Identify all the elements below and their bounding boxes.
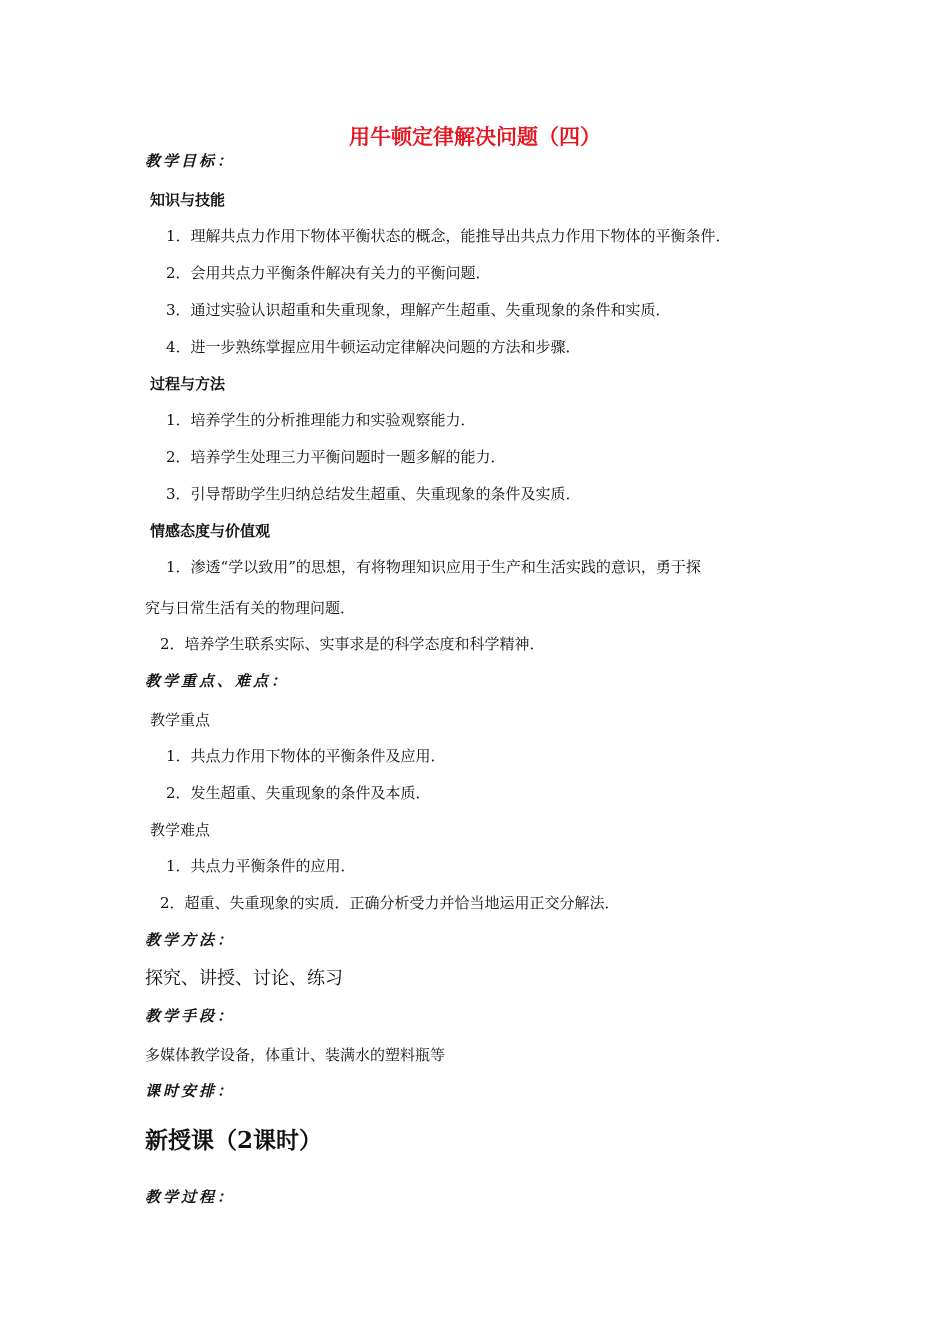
list-item: 2．培养学生处理三力平衡问题时一题多解的能力． [166, 448, 506, 466]
means-text: 多媒体教学设备，体重计、装满水的塑料瓶等 [145, 1046, 446, 1064]
section-heading-process: 教学过程： [145, 1188, 236, 1206]
subheading-emotion: 情感态度与价值观 [150, 522, 271, 540]
section-heading-schedule: 课时安排： [145, 1082, 236, 1100]
schedule-text: 新授课（2课时） [145, 1127, 323, 1154]
list-item: 4．进一步熟练掌握应用牛顿运动定律解决问题的方法和步骤． [166, 338, 581, 356]
list-item: 3．引导帮助学生归纳总结发生超重、失重现象的条件及实质． [166, 485, 581, 503]
subheading-focus: 教学重点 [150, 711, 211, 729]
list-item: 1．共点力作用下物体的平衡条件及应用． [166, 747, 446, 765]
list-item: 1．共点力平衡条件的应用． [166, 857, 356, 875]
document-title: 用牛顿定律解决问题（四） [349, 125, 601, 149]
list-item: 1．培养学生的分析推理能力和实验观察能力． [166, 411, 476, 429]
section-heading-means: 教学手段： [145, 1007, 236, 1025]
subheading-process: 过程与方法 [150, 375, 226, 393]
list-item: 2．超重、失重现象的实质．正确分析受力并恰当地运用正交分解法． [160, 894, 620, 912]
section-heading-objectives: 教学目标： [145, 152, 236, 170]
subheading-difficulty: 教学难点 [150, 821, 211, 839]
section-heading-keypoints: 教学重点、难点： [145, 672, 290, 690]
list-item: 1．渗透“学以致用”的思想，有将物理知识应用于生产和生活实践的意识，勇于探 [166, 558, 701, 576]
list-item: 2．培养学生联系实际、实事求是的科学态度和科学精神． [160, 635, 545, 653]
subheading-knowledge: 知识与技能 [150, 191, 226, 209]
methods-text: 探究、讲授、讨论、练习 [145, 968, 343, 989]
list-item: 2．发生超重、失重现象的条件及本质． [166, 784, 431, 802]
list-item: 3．通过实验认识超重和失重现象，理解产生超重、失重现象的条件和实质． [166, 301, 671, 319]
list-item: 1．理解共点力作用下物体平衡状态的概念，能推导出共点力作用下物体的平衡条件． [166, 227, 731, 245]
list-item-continuation: 究与日常生活有关的物理问题． [145, 599, 356, 617]
section-heading-methods: 教学方法： [145, 931, 236, 949]
list-item: 2．会用共点力平衡条件解决有关力的平衡问题． [166, 264, 491, 282]
